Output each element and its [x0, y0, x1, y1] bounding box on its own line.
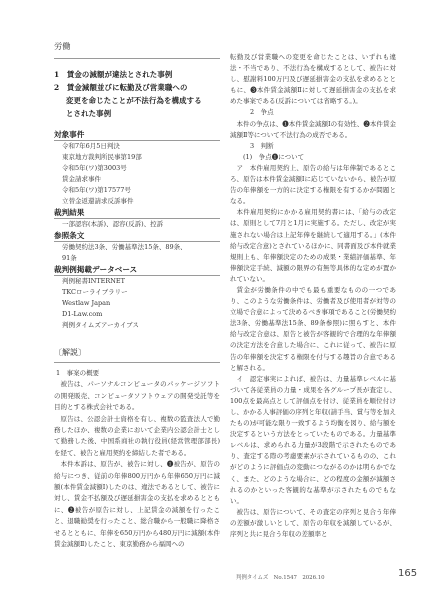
title-divider [54, 58, 220, 59]
case-info-line: 令和5年(ワ)第17577号 [62, 186, 131, 194]
journal-entry: 判例秘書INTERNET [62, 277, 125, 285]
right-column [230, 52, 396, 540]
paragraph: 原告は、公認会計士資格を有し、複数の監査法人で勤務したほか、複数の企業において企業内公認会計士として勤務した後、中国系商社の執行役員(経営管理部部長)を経て、被告と雇用契約を締結した者である。 [54, 414, 220, 457]
commentary-heading: 〔解説〕 [54, 348, 86, 357]
paragraph: 本件本訴は、原告が、被告に対し、❶被告が、原告の給与につき、従前の年俸800万円から年俸650万円に減額(本件賃金減額Ⅰ)したのは、違法であるとして、被告に対し、賃金不払額及び遅延損害金の支払を求めるとともに、❷被告が原告に対し、上記賃金の減額を行ったこと、退職勧奨を行ったこと、総合職から一般職に降格させるとともに、年俸を650万円から480万円に減額(本件賃金減額Ⅱ)したこと、東京勤務から福岡への [54, 460, 220, 549]
subsection-heading: (1) 争点❶について [243, 152, 305, 161]
journal-entry: Westlaw Japan [62, 299, 111, 307]
case-info-line: 立替金返還請求反訴事件 [62, 197, 134, 205]
paragraph: 被告は、原告について、その査定の序列と見合う年俸の差額が激しいとして、原告の年収を減額しているが、序列と共に見合う年収の差額率と [230, 507, 396, 539]
journal-entry: 判例タイムズアーカイブス [62, 321, 139, 329]
commentary-rule [54, 362, 220, 363]
paragraph: 本件の争点は、❶本件賃金減額Ⅰの有効性、❷本件賃金減額Ⅱ等について不法行為の成否である。 [230, 119, 396, 139]
case-info-list [54, 141, 220, 207]
case-title-3: 変更を命じたことが不法行為を構成する [66, 96, 202, 105]
section-heading: 1 事案の概要 [56, 369, 100, 377]
case-info-line: 令和5年(ワ)第3003号 [62, 164, 127, 172]
left-column [54, 40, 220, 551]
journal-entry: TKCローライブラリー [62, 288, 128, 296]
case-titles [54, 68, 220, 120]
page-number: 165 [398, 568, 418, 579]
paragraph: イ 認定事実によれば、被告は、力量基準レベルに基づいて各従業員の力量・成果を各グループ長が査定し、100点を最高点として評価点を付け、従業員を順位付けし、かかる人事評価の序列と年収(請手当、賞与等を加えたもの)が可能な限り一致するよう均衡を図り、給与額を決定するという方法をとっていたものである。力量基準レベルは、求められる力量が3段階で示されたものであり、査定する際の考慮要素が示されているものの、これがどのように評価点の変動につながるのかは明らかでなく、また、どのような場合に、どの程度の金額が減額されるのかといった客観的な基準が示されたものでもない。 [230, 374, 396, 505]
paragraph: 賃金が労働条件の中でも最も重要なものの一つであり、このような労働条件は、労働者及び使用者が対等の立場で合意によって決めるべき事項であること(労働契約法3条、労働基準法15条、89条参照)に照らすと、本件給与改定合意は、原告と被告が客観的で合理的な年俸額の決定方法を合意した場合に、これに従って、被告に原告の年俸額を決定する権限を付与する趣旨の合意であると解される。 [230, 285, 396, 372]
paragraph: 転勤及び営業職への変更を命じたことは、いずれも違法・不当であり、不法行為を構成するとして、被告に対し、慰謝料100万円及び遅延損害金の支払を求めるとともに、❸本件賃金減額Ⅱに対して遅延損害金の支払を求めた事案である(反訴については省略する。)。 [230, 53, 396, 106]
case-info-line: 東京地方裁判所民事第19部 [62, 153, 142, 161]
paragraph: 被告は、パーソナルコンピュータのパッケージソフトの開発販売、コンピュータソフトウェアの開発受託等を目的とする株式会社である。 [54, 380, 220, 412]
case-title-4: とされた事例 [66, 109, 112, 118]
result-heading: 裁判結果 [54, 208, 85, 217]
refs-line: 91条 [62, 254, 77, 262]
journal-entry: D1-Law.com [62, 310, 103, 318]
result-text: 一部認容(本訴)、認容(反訴)、控訴 [62, 220, 164, 228]
case-info-heading: 対象事件 [54, 130, 85, 139]
category-label: 労働 [54, 41, 71, 51]
section-heading: 3 判断 [250, 141, 274, 150]
journals-heading: 裁判例掲載データベース [54, 265, 138, 274]
commentary-body-left [54, 368, 220, 551]
case-title-1: 1 賃金の減額が違法とされた事例 [54, 70, 173, 79]
journal-footer: 判例タイムズ No.1547 2026.10 [236, 575, 325, 581]
paragraph: ア 本件雇用契約上、原告の給与は年俸制であるところ、原告は本件賃金減額Ⅰに応じていないから、被告が原告の年俸額を一方的に決定する権限を有するかが問題となる。 [230, 163, 396, 206]
case-info-line: 令和7年6月5日判決 [62, 142, 120, 150]
case-title-2: 2 賃金減額並びに転勤及び営業職への [54, 83, 188, 92]
section-heading: 2 争点 [250, 108, 274, 117]
paragraph: 本件雇用契約にかかる雇用契約書には、「給与の改定は、原則として7月と1月に実施する。ただし、改定が実施されない場合は上記年俸を継続して適用する。」(本件給与改定合意)とされているほかに、同書面及び本件就業規則上も、年俸額決定のための成果・業績評価基準、年俸額決定手続、減額の限界の有無等具体的な定めが置かれていない。 [230, 208, 396, 283]
case-info-line: 賃金請求事件 [62, 175, 101, 183]
refs-line: 労働契約法3条、労働基準法15条、89条、 [62, 243, 187, 251]
refs-heading: 参照条文 [54, 231, 85, 240]
